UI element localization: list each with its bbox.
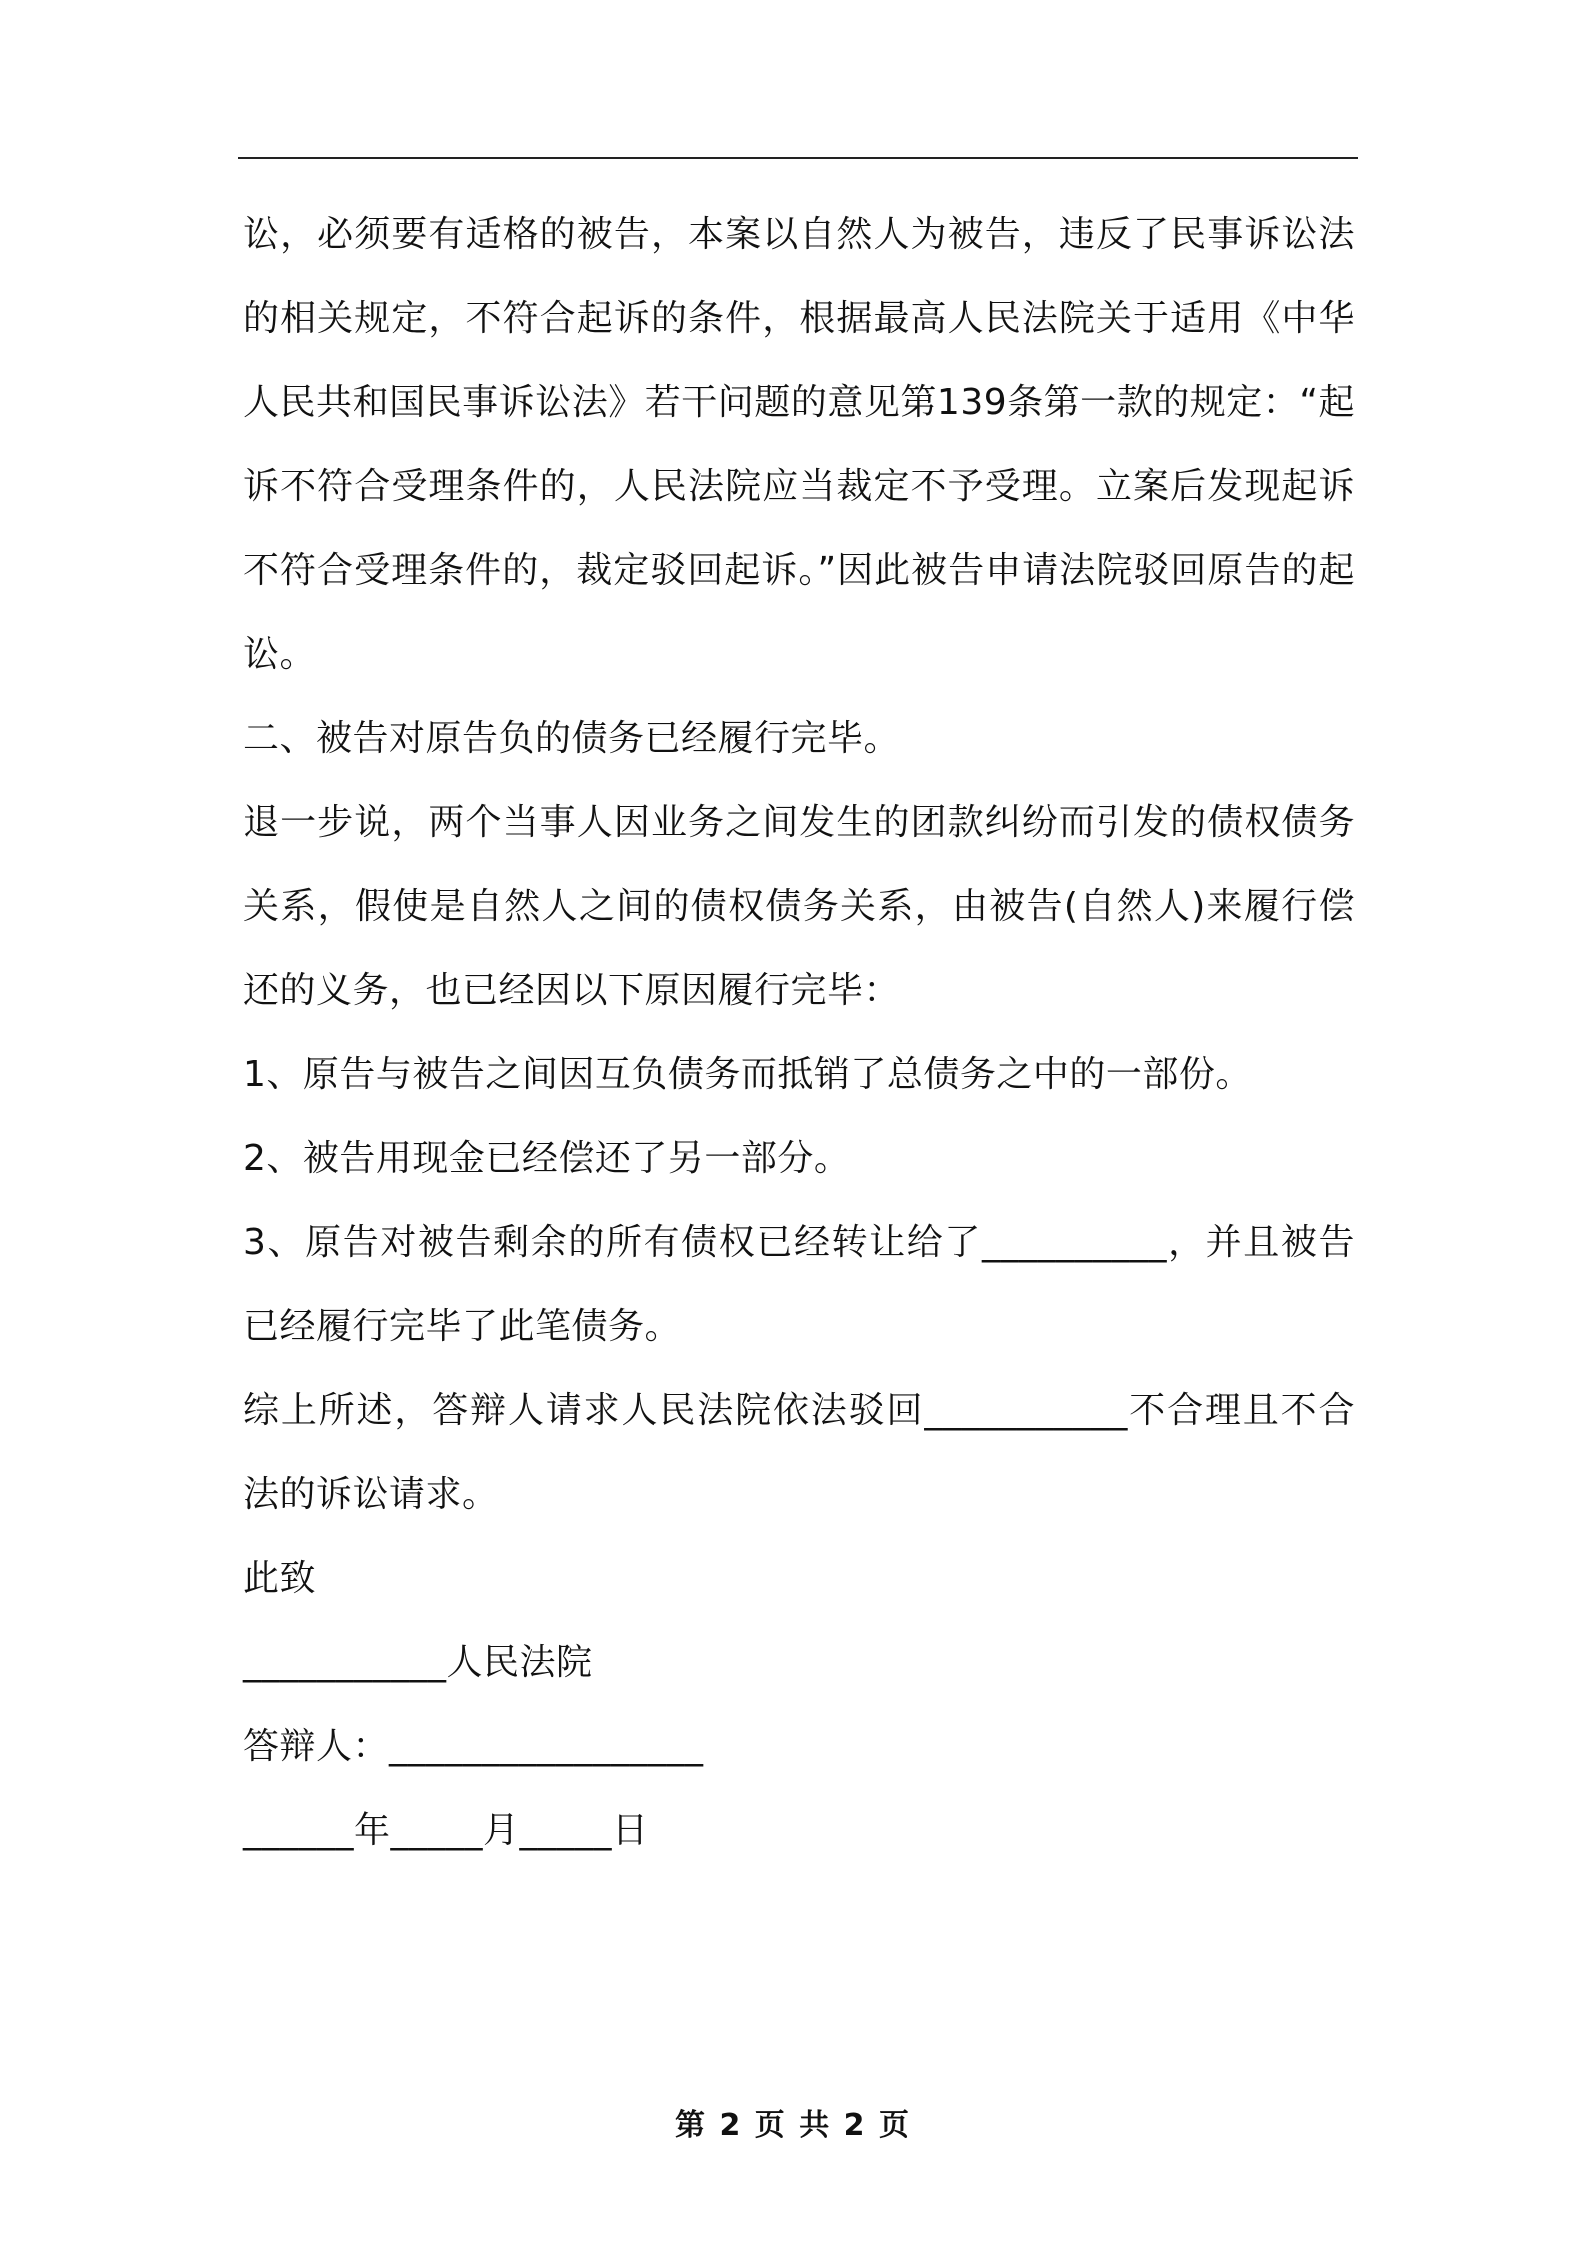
paragraph-conclusion: 综上所述，答辩人请求人民法院依法驳回___________不合理且不合法的诉讼请求。 — [243, 1390, 1355, 1515]
paragraph-dismissal-argument: 讼，必须要有适格的被告，本案以自然人为被告，违反了民事诉讼法的相关规定，不符合起诉的条件，根据最高人民法院关于适用《中华人民共和国民事诉讼法》若干问题的意见第139条第一款的规定：“起诉不符合受理条件的，人民法院应当裁定不予受理。立案后发现起诉不符合受理条件的，裁定驳回起诉。”因此被告申请法院驳回原告的起讼。 — [243, 214, 1355, 675]
document-body — [243, 193, 1355, 1873]
paragraph-step-back: 退一步说，两个当事人因业务之间发生的团款纠纷而引发的债权债务关系，假使是自然人之间的债权债务关系，由被告(自然人)来履行偿还的义务，也已经因以下原因履行完毕： — [243, 802, 1355, 1011]
date-line: ______年_____月_____日 — [243, 1810, 649, 1851]
respondent-signature-line: 答辩人：_________________ — [243, 1726, 704, 1767]
page-number-footer: 第 2 页 共 2 页 — [675, 2108, 911, 2143]
list-item-offset: 1、原告与被告之间因互负债务而抵销了总债务之中的一部份。 — [243, 1054, 1252, 1095]
court-name-line: ___________人民法院 — [243, 1642, 593, 1683]
salutation: 此致 — [243, 1558, 317, 1599]
list-item-cash-repayment: 2、被告用现金已经偿还了另一部分。 — [243, 1138, 851, 1179]
heading-debt-fulfilled: 二、被告对原告负的债务已经履行完毕。 — [243, 718, 901, 759]
list-item-transfer: 3、原告对被告剩余的所有债权已经转让给了__________，并且被告已经履行完毕了此笔债务。 — [243, 1222, 1355, 1347]
header-rule — [238, 157, 1358, 159]
